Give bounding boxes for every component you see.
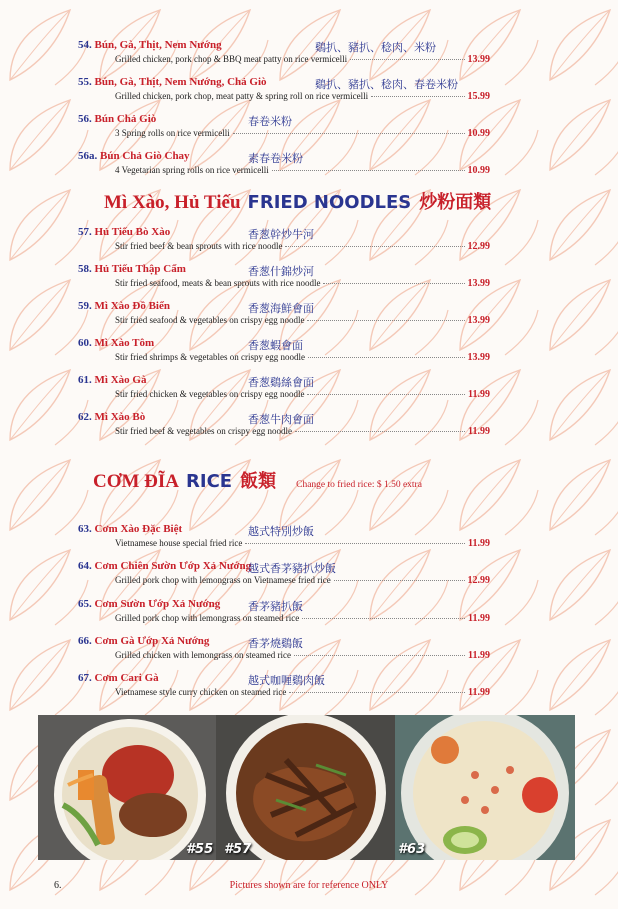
menu-item-number: 60. xyxy=(78,337,92,349)
section-title-chinese: 炒粉面類 xyxy=(419,192,492,213)
menu-item-header xyxy=(78,150,490,165)
menu-item-number: 58. xyxy=(78,263,92,275)
photo-tag-55: #55 xyxy=(186,842,214,857)
photo-disclaimer: Pictures shown are for reference ONLY xyxy=(229,880,389,891)
menu-item xyxy=(78,523,490,552)
dot-leader xyxy=(307,320,464,321)
menu-item-name xyxy=(78,635,209,647)
menu-item-name xyxy=(78,337,154,349)
menu-item xyxy=(78,150,490,179)
dot-leader xyxy=(302,618,465,619)
menu-item-price: 11.99 xyxy=(468,426,490,437)
menu-item-header xyxy=(78,635,490,650)
menu-item-number: 55. xyxy=(78,76,92,88)
menu-item-name xyxy=(78,523,182,535)
menu-item-description-row xyxy=(115,91,490,105)
section-heading-rice xyxy=(93,467,422,493)
menu-item-number: 63. xyxy=(78,523,92,535)
menu-item-chinese-name: 鷄扒、豬扒、稔肉、春卷米粉 xyxy=(315,79,458,91)
menu-item-number: 62. xyxy=(78,411,92,423)
menu-item xyxy=(78,635,490,664)
menu-item-description: Stir fried shrimps & vegetables on crispy egg noodle xyxy=(115,352,305,362)
menu-item-vietnamese-name: Bún, Gà, Thịt, Nem Nướng, Chả Giò xyxy=(94,76,267,88)
menu-item-vietnamese-name: Cơm Sườn Ướp Xả Nướng xyxy=(94,598,221,610)
menu-item-description: Grilled pork chop with lemongrass on Vietnamese fried rice xyxy=(115,575,331,585)
menu-item-description: Vietnamese style curry chicken on steamed rice xyxy=(115,687,287,697)
menu-item-description-row xyxy=(115,650,490,664)
menu-item xyxy=(78,76,490,105)
menu-item-name xyxy=(78,672,159,684)
menu-item-price: 12.99 xyxy=(467,575,490,586)
menu-item-header xyxy=(78,672,490,687)
menu-item-description: 3 Spring rolls on rice vermicelli xyxy=(115,128,230,138)
section-title-english: RICE xyxy=(186,471,233,492)
menu-item-vietnamese-name: Mì Xào Gà xyxy=(94,374,147,386)
food-photo-strip xyxy=(38,715,575,860)
menu-item-chinese-name: 香茅豬扒飯 xyxy=(248,601,303,613)
menu-item-description-row xyxy=(115,165,490,179)
menu-item xyxy=(78,263,490,292)
dot-leader xyxy=(272,170,465,171)
menu-item xyxy=(78,598,490,627)
menu-item-description: Stir fried seafood, meats & bean sprouts with rice noodle xyxy=(115,278,321,288)
dot-leader xyxy=(233,133,465,134)
photo-tag-57: #57 xyxy=(224,842,252,857)
menu-item-description-row xyxy=(115,538,490,552)
menu-item-description: Grilled chicken, pork chop, meat patty & spring roll on rice vermicelli xyxy=(115,91,369,101)
menu-item-price: 13.99 xyxy=(467,278,490,289)
menu-item-number: 64. xyxy=(78,560,92,572)
menu-item-description: Grilled chicken, pork chop & BBQ meat patty on rice vermicelli xyxy=(115,54,348,64)
menu-item-vietnamese-name: Bún, Gà, Thịt, Nem Nướng xyxy=(94,39,222,51)
dot-leader xyxy=(308,357,465,358)
menu-item-price: 11.99 xyxy=(468,389,490,400)
menu-item-name xyxy=(78,150,190,162)
menu-item-price: 13.99 xyxy=(467,54,490,65)
menu-item-chinese-name: 香葱鷄絲會面 xyxy=(248,377,314,389)
menu-item-chinese-name: 越式特別炒飯 xyxy=(248,526,314,538)
menu-item-number: 56a. xyxy=(78,150,98,162)
menu-item-chinese-name: 香茅燒鷄飯 xyxy=(248,638,303,650)
photo-tag-63: #63 xyxy=(398,842,426,857)
menu-item-price: 13.99 xyxy=(467,315,490,326)
menu-item-number: 65. xyxy=(78,598,92,610)
section-title-vietnamese: Mì Xào, Hủ Tiếu xyxy=(104,192,241,213)
menu-item-description-row xyxy=(115,613,490,627)
menu-item-header xyxy=(78,411,490,426)
menu-item-header xyxy=(78,76,490,91)
menu-item xyxy=(78,39,490,68)
menu-item-vietnamese-name: Cơm Xào Đặc Biệt xyxy=(94,523,183,535)
menu-item-price: 11.99 xyxy=(468,613,490,624)
menu-item-name xyxy=(78,263,186,275)
dot-leader xyxy=(245,543,465,544)
menu-item-description: Stir fried beef & bean sprouts with rice noodle xyxy=(115,241,283,251)
menu-item-price: 13.99 xyxy=(467,352,490,363)
menu-item-number: 56. xyxy=(78,113,92,125)
menu-item-number: 59. xyxy=(78,300,92,312)
menu-item-header xyxy=(78,337,490,352)
menu-item-vietnamese-name: Cơm Gà Ướp Xả Nướng xyxy=(94,635,210,647)
section-title-vietnamese: CƠM ĐĨA xyxy=(93,471,180,492)
menu-item-price: 11.99 xyxy=(468,538,490,549)
menu-item-chinese-name: 香葱什錦炒河 xyxy=(248,266,314,278)
menu-item-description-row xyxy=(115,241,490,255)
menu-item-header xyxy=(78,113,490,128)
menu-item-description-row xyxy=(115,54,490,68)
dot-leader xyxy=(334,580,465,581)
photo-fried-noodles xyxy=(216,715,395,860)
photo-fried-rice xyxy=(395,715,575,860)
dot-leader xyxy=(285,246,464,247)
menu-item xyxy=(78,560,490,589)
menu-item-number: 66. xyxy=(78,635,92,647)
menu-item-header xyxy=(78,374,490,389)
menu-item-description-row xyxy=(115,426,490,440)
menu-item-vietnamese-name: Hủ Tiếu Thập Cẩm xyxy=(94,263,186,275)
menu-item-name xyxy=(78,76,267,88)
menu-item-vietnamese-name: Bún Chả Giò Chay xyxy=(100,150,190,162)
menu-item-description: 4 Vegetarian spring rolls on rice vermicelli xyxy=(115,165,269,175)
menu-item-vietnamese-name: Mì Xào Tôm xyxy=(94,337,155,349)
menu-item-number: 54. xyxy=(78,39,92,51)
menu-item-name xyxy=(78,560,251,572)
menu-item xyxy=(78,374,490,403)
menu-item-header xyxy=(78,300,490,315)
section-title-chinese: 飯類 xyxy=(240,471,277,492)
menu-item-vietnamese-name: Hủ Tiếu Bò Xào xyxy=(94,226,171,238)
menu-item-chinese-name: 越式咖喱鷄肉飯 xyxy=(248,675,325,687)
menu-item-description-row xyxy=(115,128,490,142)
menu-item-header xyxy=(78,523,490,538)
menu-item-description-row xyxy=(115,575,490,589)
menu-item-description: Vietnamese house special fried rice xyxy=(115,538,243,548)
menu-item-name xyxy=(78,411,145,423)
dot-leader xyxy=(307,394,465,395)
photo-vermicelli-bowl xyxy=(38,715,216,860)
menu-item xyxy=(78,300,490,329)
menu-item-name xyxy=(78,598,220,610)
menu-item-price: 11.99 xyxy=(468,650,490,661)
menu-item-chinese-name: 香葱海鮮會面 xyxy=(248,303,314,315)
menu-item-price: 12.99 xyxy=(467,241,490,252)
menu-item-vietnamese-name: Bún Chả Giò xyxy=(94,113,157,125)
menu-item-name xyxy=(78,374,146,386)
menu-item-description-row xyxy=(115,352,490,366)
menu-item-name xyxy=(78,39,222,51)
menu-item-number: 57. xyxy=(78,226,92,238)
section-title-english: FRIED NOODLES xyxy=(247,192,412,213)
menu-item-description: Stir fried beef & vegetables on crispy egg noodle xyxy=(115,426,292,436)
menu-item-chinese-name: 香葱蝦會面 xyxy=(248,340,303,352)
menu-item-description-row xyxy=(115,389,490,403)
menu-item-name xyxy=(78,300,170,312)
section-heading-fried-noodles xyxy=(104,188,491,214)
menu-item-chinese-name: 香葱幹炒牛河 xyxy=(248,229,314,241)
menu-item-header xyxy=(78,226,490,241)
dot-leader xyxy=(371,96,464,97)
menu-item-vietnamese-name: Mì Xào Đồ Biển xyxy=(94,300,170,312)
menu-item-description-row xyxy=(115,278,490,292)
menu-item xyxy=(78,411,490,440)
menu-item-chinese-name: 香葱牛肉會面 xyxy=(248,414,314,426)
menu-item-price: 10.99 xyxy=(467,128,490,139)
menu-item-vietnamese-name: Cơm Chiên Sườn Ướp Xả Nướng xyxy=(94,560,252,572)
menu-item xyxy=(78,226,490,255)
menu-item-header xyxy=(78,598,490,613)
menu-item-chinese-name: 越式香茅豬扒炒飯 xyxy=(248,563,336,575)
menu-item-description: Stir fried chicken & vegetables on crispy egg noodle xyxy=(115,389,305,399)
dot-leader xyxy=(294,655,465,656)
menu-item xyxy=(78,672,490,701)
dot-leader xyxy=(295,431,465,432)
menu-item-number: 67. xyxy=(78,672,92,684)
menu-item-header xyxy=(78,263,490,278)
menu-item xyxy=(78,337,490,366)
menu-item-price: 15.99 xyxy=(467,91,490,102)
page-number: 6. xyxy=(54,880,62,891)
menu-item-chinese-name: 鷄扒、豬扒、稔肉、米粉 xyxy=(315,42,436,54)
menu-item-chinese-name: 素春卷米粉 xyxy=(248,153,303,165)
menu-item-name xyxy=(78,226,170,238)
dot-leader xyxy=(323,283,464,284)
menu-item-description-row xyxy=(115,687,490,701)
menu-item-vietnamese-name: Mì Xào Bò xyxy=(94,411,146,423)
menu-item xyxy=(78,113,490,142)
fried-rice-upgrade-note: Change to fried rice: $ 1.50 extra xyxy=(296,480,422,490)
menu-item-vietnamese-name: Cơm Cari Gà xyxy=(94,672,159,684)
menu-item-description: Stir fried seafood & vegetables on crispy egg noodle xyxy=(115,315,305,325)
menu-item-description: Grilled chicken with lemongrass on steamed rice xyxy=(115,650,291,660)
menu-item-number: 61. xyxy=(78,374,92,386)
menu-item-description-row xyxy=(115,315,490,329)
menu-item-price: 11.99 xyxy=(468,687,490,698)
menu-item-header xyxy=(78,39,490,54)
menu-item-chinese-name: 春卷米粉 xyxy=(248,116,292,128)
menu-item-price: 10.99 xyxy=(467,165,490,176)
menu-item-header xyxy=(78,560,490,575)
dot-leader xyxy=(289,692,465,693)
menu-item-description: Grilled pork chop with lemongrass on steamed rice xyxy=(115,613,300,623)
dot-leader xyxy=(350,59,464,60)
menu-item-name xyxy=(78,113,156,125)
